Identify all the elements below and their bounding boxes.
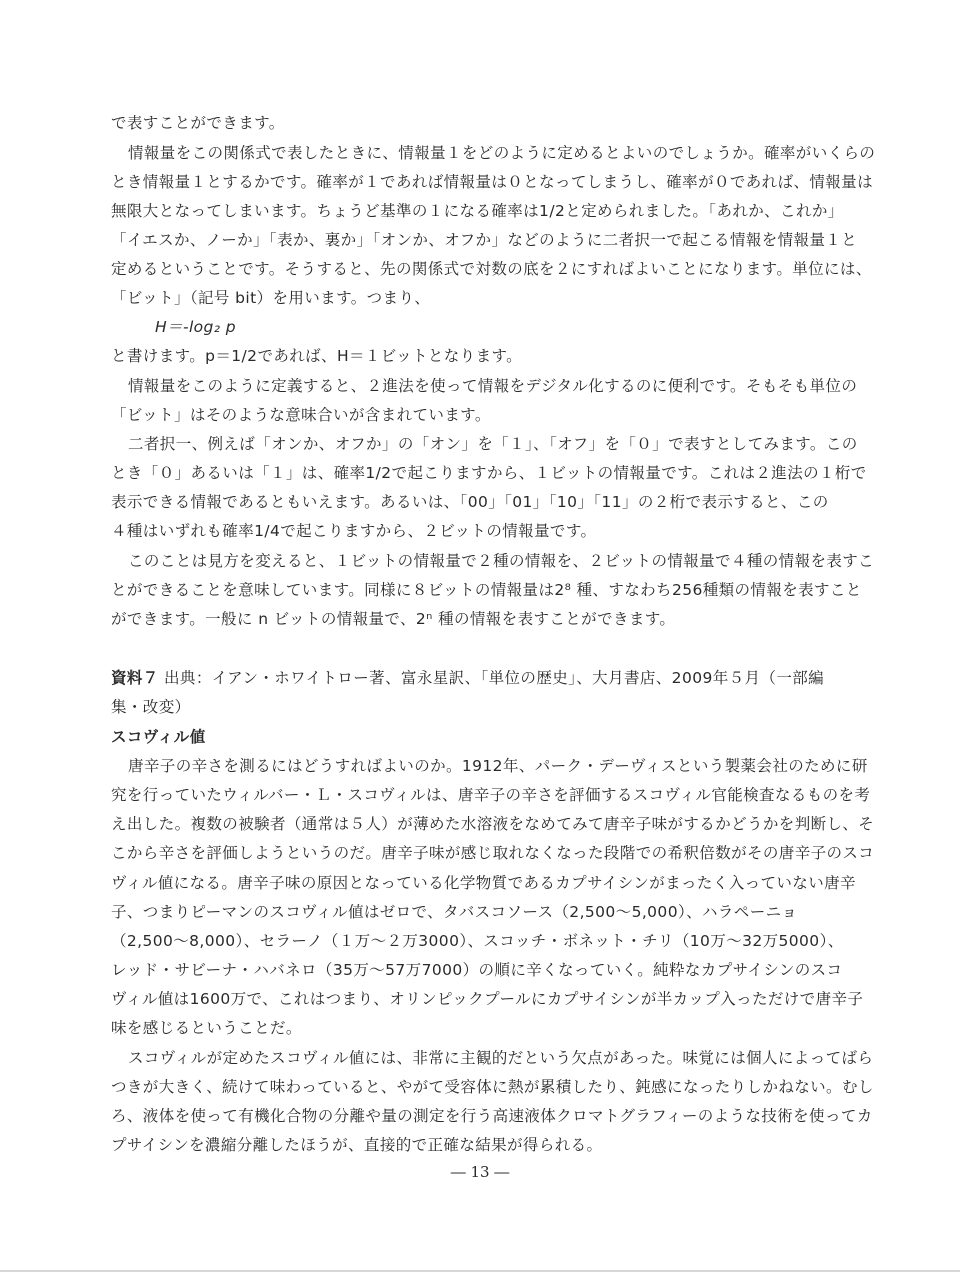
- body-text-line: このことは見方を変えると、１ビットの情報量で２種の情報を、２ビットの情報量で４種の情報を表すこ: [128, 552, 875, 570]
- body-text-line: ４種はいずれも確率1/4で起こりますから、２ビットの情報量です。: [111, 522, 597, 540]
- body-text-line: と書けます。p＝1/2であれば、H＝１ビットとなります。: [111, 347, 523, 365]
- body-text-line: 「イエスか、ノーか」「表か、裏か」「オンか、オフか」などのように二者択一で起こる情報を情報量１と: [111, 231, 858, 249]
- body-text-line: とができることを意味しています。同様に８ビットの情報量は2⁸ 種、すなわち256種類の情報を表すこと: [111, 581, 862, 599]
- formula: H＝-log₂ p: [155, 318, 236, 336]
- page-number: ― 13 ―: [450, 1163, 510, 1181]
- body-text-line: つきが大きく、続けて味わっていると、やがて受容体に熱が累積したり、鈍感になったりしかねない。むし: [111, 1078, 874, 1096]
- body-text-line: とき情報量１とするかです。確率が１であれば情報量は０となってしまうし、確率が０であれば、情報量は: [111, 173, 873, 191]
- body-text-line: 「ビット」（記号 bit）を用います。つまり、: [111, 289, 431, 307]
- section-heading: スコヴィル値: [111, 728, 206, 746]
- body-text-line: こから辛さを評価しようというのだ。唐辛子味が感じ取れなくなった段階での希釈倍数がその唐辛子のスコ: [111, 844, 875, 862]
- body-text-line: 究を行っていたウィルバー・Ｌ・スコヴィルは、唐辛子の辛さを評価するスコヴィル官能検査なるものを考: [111, 786, 871, 804]
- page-edge-divider: [0, 1270, 960, 1272]
- body-text-line: 子、つまりピーマンのスコヴィル値はゼロで、タバスコソース（2,500〜5,000）、ハラペーニョ: [111, 903, 798, 921]
- body-text-line: ろ、液体を使って有機化合物の分離や量の測定を行う高速液体クロマトグラフィーのような技術を使ってカ: [111, 1107, 873, 1125]
- body-text-line: ができます。一般に n ビットの情報量で、2ⁿ 種の情報を表すことができます。: [111, 610, 676, 628]
- source-citation: 出典：イアン・ホワイトロー著、富永星訳、「単位の歴史」、大月書店、2009年５月（一部編: [164, 669, 825, 687]
- body-text-line: え出した。複数の被験者（通常は５人）が薄めた水溶液をなめてみて唐辛子味がするかどうかを判断し、そ: [111, 815, 875, 833]
- body-text-line: とき「０」あるいは「１」は、確率1/2で起こりますから、１ビットの情報量です。これは２進法の１桁で: [111, 464, 867, 482]
- body-text-line: ヴィル値になる。唐辛子味の原因となっている化学物質であるカプサイシンがまったく入っていない唐辛: [111, 874, 856, 892]
- body-text-line: 情報量をこのように定義すると、２進法を使って情報をデジタル化するのに便利です。そもそも単位の: [128, 377, 858, 395]
- source-line: [111, 668, 851, 688]
- body-text-line: 味を感じるということだ。: [111, 1019, 302, 1037]
- body-text-line: スコヴィルが定めたスコヴィル値には、非常に主観的だという欠点があった。味覚には個人によってばら: [128, 1049, 874, 1067]
- body-text-line: 唐辛子の辛さを測るにはどうすればよいのか。1912年、パーク・デーヴィスという製薬会社のために研: [128, 757, 868, 775]
- body-text-line: 二者択一、例えば「オンか、オフか」の「オン」を「１」、「オフ」を「０」で表すとしてみます。この: [128, 435, 858, 453]
- body-text-line: で表すことができます。: [111, 114, 285, 132]
- body-text-line: 表示できる情報であるともいえます。あるいは、「00」「01」「10」「11」の２桁で表示すると、この: [111, 493, 829, 511]
- body-text-line: 定めるということです。そうすると、先の関係式で対数の底を２にすればよいことになります。単位には、: [111, 260, 872, 278]
- body-text-line: レッド・サビーナ・ハバネロ（35万〜57万7000）の順に辛くなっていく。純粋なカプサイシンのスコ: [111, 961, 843, 979]
- material-label: 資料７: [111, 669, 159, 687]
- body-text-line: 無限大となってしまいます。ちょうど基準の１になる確率は1/2と定められました。「あれか、これか」: [111, 202, 844, 220]
- body-text-line: プサイシンを濃縮分離したほうが、直接的で正確な結果が得られる。: [111, 1136, 603, 1154]
- body-text-line: 情報量をこの関係式で表したときに、情報量１をどのように定めるとよいのでしょうか。確率がいくらの: [128, 144, 876, 162]
- source-line-cont: 集・改変）: [111, 698, 191, 716]
- body-text-line: 「ビット」はそのような意味合いが含まれています。: [111, 406, 491, 424]
- body-text-line: ヴィル値は1600万で、これはつまり、オリンピックプールにカプサイシンが半カップ入っただけで唐辛子: [111, 990, 864, 1008]
- body-text-line: （2,500〜8,000）、セラーノ（１万〜２万3000）、スコッチ・ボネット・チリ（10万〜32万5000）、: [111, 932, 844, 950]
